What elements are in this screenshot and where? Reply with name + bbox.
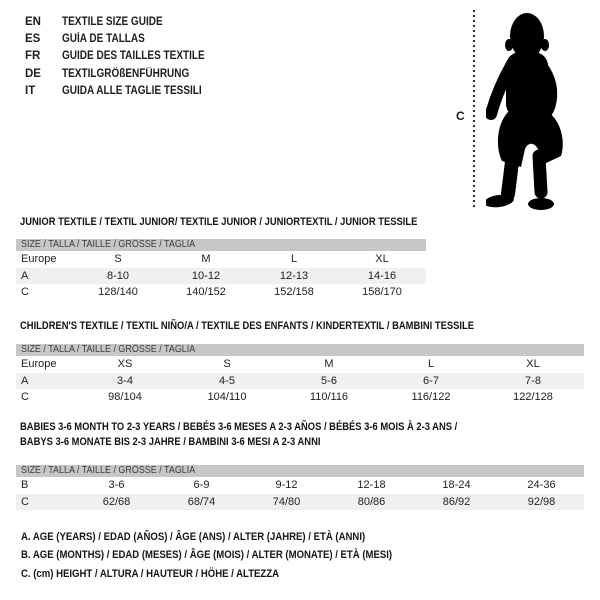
height-cell: 122/128: [513, 391, 553, 403]
height-cell: 158/170: [362, 286, 402, 298]
height-cell: 86/92: [442, 495, 471, 508]
row-label: C: [21, 286, 29, 298]
children-size-table: [16, 344, 584, 406]
size-cell: S: [223, 358, 231, 370]
age-cell: 8-10: [106, 269, 130, 282]
height-cell: 92/98: [527, 495, 556, 508]
language-row-en: [25, 13, 226, 30]
children-section-title: [20, 319, 542, 334]
table-row-age: [16, 268, 426, 285]
row-label: B: [21, 479, 29, 491]
table-row-age: [16, 373, 584, 390]
height-measure-label: C: [456, 109, 465, 123]
height-cell: 110/116: [309, 391, 349, 403]
height-measure-dotted-line: [473, 10, 475, 207]
table-row-europe: [16, 251, 426, 268]
row-label: Europe: [21, 358, 57, 370]
baby-silhouette-icon: [486, 6, 576, 212]
language-code: FR: [25, 50, 41, 63]
size-cell: XL: [375, 253, 389, 265]
babies-section-title-line1: BABIES 3-6 MONTH TO 2-3 YEARS / BEBÉS 3-6 MESES A 2-3 AÑOS / BÉBÉS 3-6 MOIS À 2-3 ANS /: [20, 421, 458, 433]
months-cell: 9-12: [275, 479, 298, 491]
months-cell: 24-36: [527, 479, 556, 491]
legend-line-c: [21, 565, 448, 583]
height-cell: 104/110: [207, 391, 247, 403]
children-section-title-text: CHILDREN'S TEXTILE / TEXTIL NIÑO/A / TEXTILE DES ENFANTS / KINDERTEXTIL / BAMBINI TESSILE: [20, 320, 475, 332]
height-cell: 68/74: [187, 495, 216, 508]
size-cell: M: [201, 253, 211, 265]
legend-text-b: B. AGE (MONTHS) / EDAD (MESES) / ÂGE (MOIS) / ALTER (MONATE) / ETÀ (MESI): [21, 549, 393, 562]
junior-section-title-text: JUNIOR TEXTILE / TEXTIL JUNIOR/ TEXTILE JUNIOR / JUNIORTEXTIL / JUNIOR TESSILE: [20, 216, 418, 228]
months-cell: 6-9: [193, 479, 210, 491]
height-cell: 98/104: [108, 391, 142, 403]
language-title: GUIDE DES TAILLES TEXTILE: [62, 50, 205, 63]
language-title: GUIDA ALLE TAGLIE TESSILI: [62, 84, 202, 97]
language-row-es: [25, 30, 226, 47]
size-cell: M: [324, 358, 334, 370]
language-code: EN: [25, 15, 41, 28]
height-cell: 116/122: [411, 391, 451, 403]
language-row-fr: [25, 48, 226, 65]
size-header-bar: [16, 465, 584, 477]
age-cell: 10-12: [191, 269, 221, 282]
language-title-list: [25, 13, 226, 99]
size-cell: L: [427, 358, 435, 370]
table-row-months: [16, 477, 584, 494]
language-code: IT: [25, 84, 36, 97]
height-cell: 140/152: [186, 286, 226, 298]
months-cell: 3-6: [108, 479, 125, 491]
height-cell: 74/80: [272, 495, 301, 508]
language-row-de: [25, 65, 226, 82]
size-cell: XS: [117, 358, 133, 370]
language-row-it: [25, 82, 226, 99]
junior-size-table: [16, 239, 426, 301]
legend-text-a: A. AGE (YEARS) / EDAD (AÑOS) / ÂGE (ANS) / ALTER (JAHRE) / ETÀ (ANNI): [21, 531, 366, 543]
language-title: TEXTILE SIZE GUIDE: [62, 15, 163, 28]
table-row-europe: [16, 356, 584, 373]
age-cell: 14-16: [367, 269, 397, 282]
legend-text-c: C. (cm) HEIGHT / ALTURA / HAUTEUR / HÖHE / ALTEZZA: [21, 567, 280, 580]
age-cell: 6-7: [423, 374, 439, 387]
height-cell: 128/140: [98, 286, 138, 298]
table-row-height: [16, 389, 584, 406]
language-title: TEXTILGRÖßENFÜHRUNG: [62, 67, 190, 80]
language-title: GUÍA DE TALLAS: [62, 32, 145, 45]
table-row-height: [16, 284, 426, 301]
row-label: C: [21, 495, 29, 508]
age-cell: 3-4: [117, 374, 133, 387]
row-label: A: [21, 269, 29, 282]
height-cell: 80/86: [357, 495, 386, 508]
row-label: A: [21, 374, 29, 387]
size-header-bar: [16, 239, 426, 251]
measurement-legend: [21, 528, 448, 583]
language-code: DE: [25, 67, 41, 80]
size-cell: XL: [526, 358, 540, 370]
row-label: C: [21, 391, 29, 403]
size-header-text: SIZE / TALLA / TAILLE / GRÖSSE / TAGLIA: [21, 344, 196, 355]
age-cell: 5-6: [321, 374, 337, 387]
age-cell: 12-13: [279, 269, 309, 282]
age-cell: 4-5: [219, 374, 235, 387]
months-cell: 18-24: [442, 479, 471, 491]
height-cell: 62/68: [102, 495, 131, 508]
size-header-text: SIZE / TALLA / TAILLE / GRÖSSE / TAGLIA: [21, 465, 196, 476]
size-cell: L: [290, 253, 298, 265]
size-header-text: SIZE / TALLA / TAILLE / GRÖSSE / TAGLIA: [21, 239, 196, 250]
legend-line-b: [21, 546, 448, 564]
table-row-height: [16, 494, 584, 511]
babies-section-title: [20, 420, 523, 450]
row-label: Europe: [21, 253, 57, 265]
junior-section-title: [20, 215, 477, 230]
height-cell: 152/158: [274, 286, 314, 298]
months-cell: 12-18: [357, 479, 386, 491]
language-code: ES: [25, 32, 41, 45]
size-header-bar: [16, 344, 584, 356]
age-cell: 7-8: [525, 374, 541, 387]
legend-line-a: [21, 528, 448, 546]
babies-section-title-line2: BABYS 3-6 MONATE BIS 2-3 JAHRE / BAMBINI 3-6 MESI A 2-3 ANNI: [20, 436, 321, 448]
size-cell: S: [114, 253, 122, 265]
babies-size-table: [16, 465, 584, 510]
